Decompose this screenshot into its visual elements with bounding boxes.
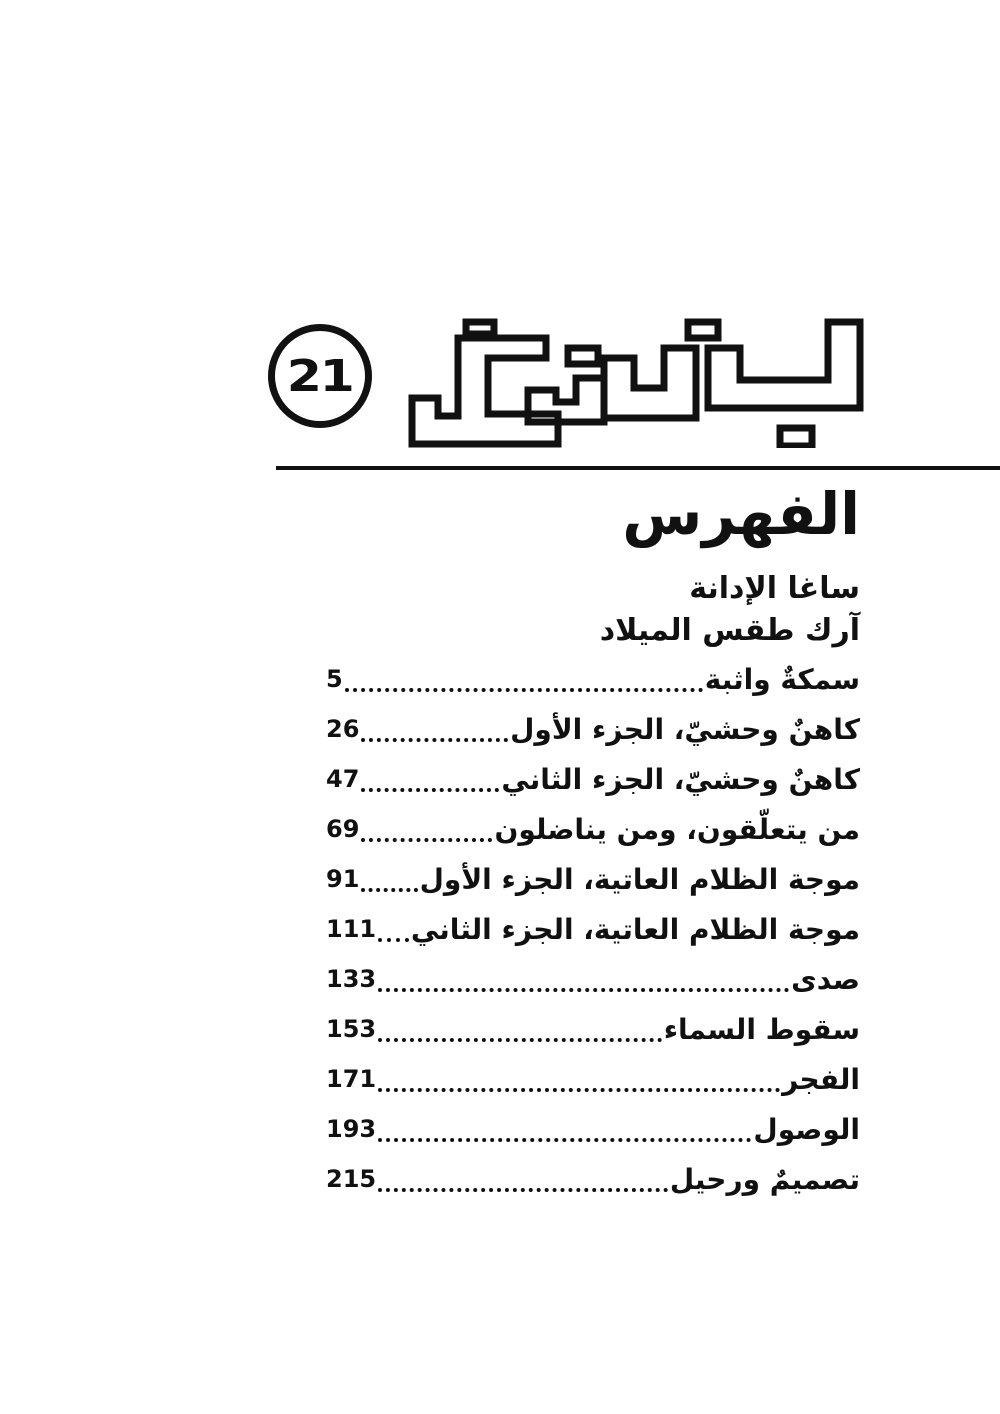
leader-dots — [361, 738, 508, 742]
toc-entry[interactable] — [326, 1104, 860, 1154]
issue-badge — [268, 324, 372, 428]
header-rule — [276, 466, 1000, 470]
leader-dots — [378, 938, 409, 942]
toc-entry-title: كاهنٌ وحشيّ، الجزء الثاني — [501, 762, 860, 796]
toc-entry-page: 193 — [326, 1115, 377, 1143]
toc-entry-title: موجة الظلام العاتية، الجزء الأول — [419, 862, 860, 896]
toc-entry[interactable] — [326, 904, 860, 954]
toc-entry-title: من يتعلّقون، ومن يناضلون — [494, 812, 860, 846]
toc-entry-page: 26 — [326, 715, 360, 743]
leader-dots — [378, 988, 789, 992]
toc-list — [326, 654, 860, 1204]
leader-dots — [345, 688, 703, 692]
issue-number: 21 — [287, 350, 353, 402]
toc-entry-page: 5 — [326, 665, 343, 693]
toc-entry-title: كاهنٌ وحشيّ، الجزء الأول — [510, 712, 860, 746]
leader-dots — [378, 1188, 668, 1192]
toc-entry[interactable] — [326, 1054, 860, 1104]
toc-title: الفهرس — [622, 480, 860, 548]
toc-entry-page: 153 — [326, 1015, 377, 1043]
toc-entry[interactable] — [326, 954, 860, 1004]
arc-heading — [600, 568, 860, 652]
arc-name: آرك طقس الميلاد — [599, 613, 860, 648]
toc-entry-page: 111 — [326, 915, 377, 943]
leader-dots — [378, 1038, 662, 1042]
toc-entry[interactable] — [326, 1004, 860, 1054]
toc-entry-title: الوصول — [753, 1112, 860, 1146]
toc-entry-title: سمكةٌ واثبة — [704, 662, 860, 696]
toc-entry[interactable] — [326, 654, 860, 704]
toc-entry[interactable] — [326, 754, 860, 804]
toc-entry[interactable] — [326, 804, 860, 854]
toc-entry-title: صدى — [791, 962, 860, 996]
toc-entry-title: الفجر — [782, 1062, 860, 1096]
toc-entry-page: 69 — [326, 815, 360, 843]
toc-entry[interactable] — [326, 1154, 860, 1204]
toc-entry-title: سقوط السماء — [663, 1012, 860, 1046]
leader-dots — [378, 1088, 780, 1092]
saga-name: ساغا الإدانة — [689, 571, 860, 606]
toc-entry-page: 133 — [326, 965, 377, 993]
toc-entry[interactable] — [326, 704, 860, 754]
leader-dots — [361, 888, 417, 892]
toc-entry[interactable] — [326, 854, 860, 904]
leader-dots — [361, 788, 499, 792]
title-logo — [268, 318, 864, 448]
toc-entry-page: 91 — [326, 865, 360, 893]
toc-entry-title: موجة الظلام العاتية، الجزء الثاني — [410, 912, 860, 946]
toc-entry-page: 215 — [326, 1165, 377, 1193]
toc-entry-page: 47 — [326, 765, 360, 793]
leader-dots — [361, 838, 492, 842]
logo-wordmark-graphic — [408, 318, 864, 448]
toc-entry-title: تصميمٌ ورحيل — [669, 1162, 860, 1196]
toc-entry-page: 171 — [326, 1065, 377, 1093]
leader-dots — [378, 1138, 751, 1142]
